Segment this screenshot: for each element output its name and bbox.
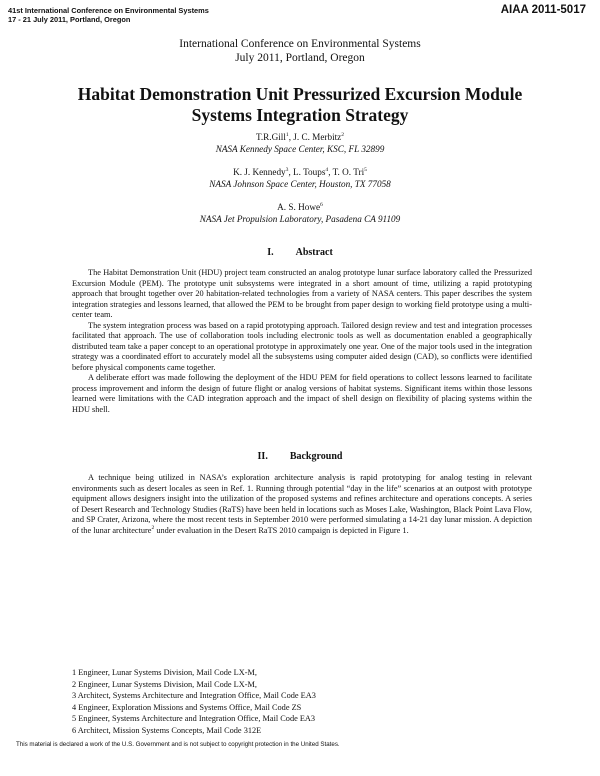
header-conference-date: 17 - 21 July 2011, Portland, Oregon [8,15,131,24]
abstract-paragraph-3: A deliberate effort was made following the deployment of the HDU PEM for field operations to collect lessons learned to facilitate process improvement and inform the design of future flight or analog versions of habitat systems. Significant items within those lessons learned were limitations with the CAD integration approach and the impact of shell design on flexibility of placing systems within the HDU shell. [72,373,532,414]
section-number: I. [267,247,274,258]
conference-name: International Conference on Environmental Systems [179,38,421,50]
conference-date-place: July 2011, Portland, Oregon [235,51,365,64]
footnotes [72,667,316,737]
abstract-paragraph-2: The system integration process was based on a rapid prototyping approach. Tailored design review and test and integration processes facilitated that approach. The use of collaboration tools including electronic tools as well as documentation enabled a geographically distributed team take a paper concept to an operational prototype in approximately one year. One of the major tools used in the integration strategy was a coordinated effort to accurately model all the subsystems using computer aided design (CAD), so conflicts were identified before physical components came together. [72,320,532,372]
author-affiliation: NASA Kennedy Space Center, KSC, FL 32899 [215,143,385,154]
footnote: 3 Architect, Systems Architecture and Integration Office, Mail Code EA3 [72,691,316,701]
background-paragraph-1: A technique being utilized in NASA’s exploration architecture analysis is rapid prototyping for analog testing in relevant environments such as desert locales as seen in Ref. 1. Running through potential “day in the life” scenarios at an outpost with prototype equipment allows designers insight into the utilization of the proposed systems and refines architecture and operations concepts. A series of Desert Research and Technology Studies (RaTS) have been held in locations such as Moses Lake, Washington, Black Point Lava Flow, and SP Crater, Arizona, where the most recent tests in September 2010 were performed simulating a 14-21 day lunar mission. A depiction of the lunar architecture$^2$ under evaluation in the Desert RaTS 2010 campaign is depicted in Figure 1. [72,473,532,535]
section-title: Abstract [295,247,333,258]
footnote: 5 Engineer, Systems Architecture and Integration Office, Mail Code EA3 [72,714,316,724]
paper-title [60,84,540,126]
abstract-paragraph-1: The Habitat Demonstration Unit (HDU) project team constructed an analog prototype lunar surface laboratory called the Pressurized Excursion Module (PEM). The prototype unit subsystems were integrated in a short amount of time, utilizing a rapid prototyping approach that brought together over 20 habitation-related technologies from a variety of NASA centers. This paper describes the system integration strategies and lessons learned, that allowed the PEM to be brought from paper design to working field prototype using a multi-center team. [72,268,532,319]
author-names: A. S. Howe$^6$ [277,201,323,212]
copyright-notice: This material is declared a work of the U.S. Government and is not subject to copyright protection in the United States. [16,741,340,748]
author-affiliation: NASA Jet Propulsion Laboratory, Pasadena CA 91109 [199,213,401,224]
abstract-heading [40,247,560,258]
author-group-3 [60,202,540,225]
author-names: K. J. Kennedy$^3$, L. Toups$^4$, T. O. Tri$^5$ [233,166,367,177]
section-title: Background [289,451,343,462]
paper-id: AIAA 2011-5017 [500,4,586,16]
footnote: 1 Engineer, Lunar Systems Division, Mail Code LX-M, [72,668,257,677]
title-line-2: Systems Integration Strategy [191,105,409,125]
author-names: T.R.Gill$^1$, J. C. Merbitz$^2$ [255,131,345,142]
author-group-1 [60,132,540,155]
title-line-1: Habitat Demonstration Unit Pressurized Excursion Module [77,84,523,104]
footnote: 4 Engineer, Exploration Missions and Systems Office, Mail Code ZS [72,702,302,712]
running-header [8,6,209,24]
footnote: 2 Engineer, Lunar Systems Division, Mail Code LX-M, [72,679,257,689]
background-body [72,473,532,536]
conference-block [60,38,540,65]
header-conference-name: 41st International Conference on Environmental Systems [8,6,209,15]
footnote: 6 Architect, Mission Systems Concepts, Mail Code 312E [72,725,262,735]
author-affiliation: NASA Johnson Space Center, Houston, TX 77058 [209,178,391,189]
section-number: II. [257,451,268,462]
abstract-body [72,268,532,415]
author-group-2 [60,167,540,190]
background-heading [40,451,560,462]
